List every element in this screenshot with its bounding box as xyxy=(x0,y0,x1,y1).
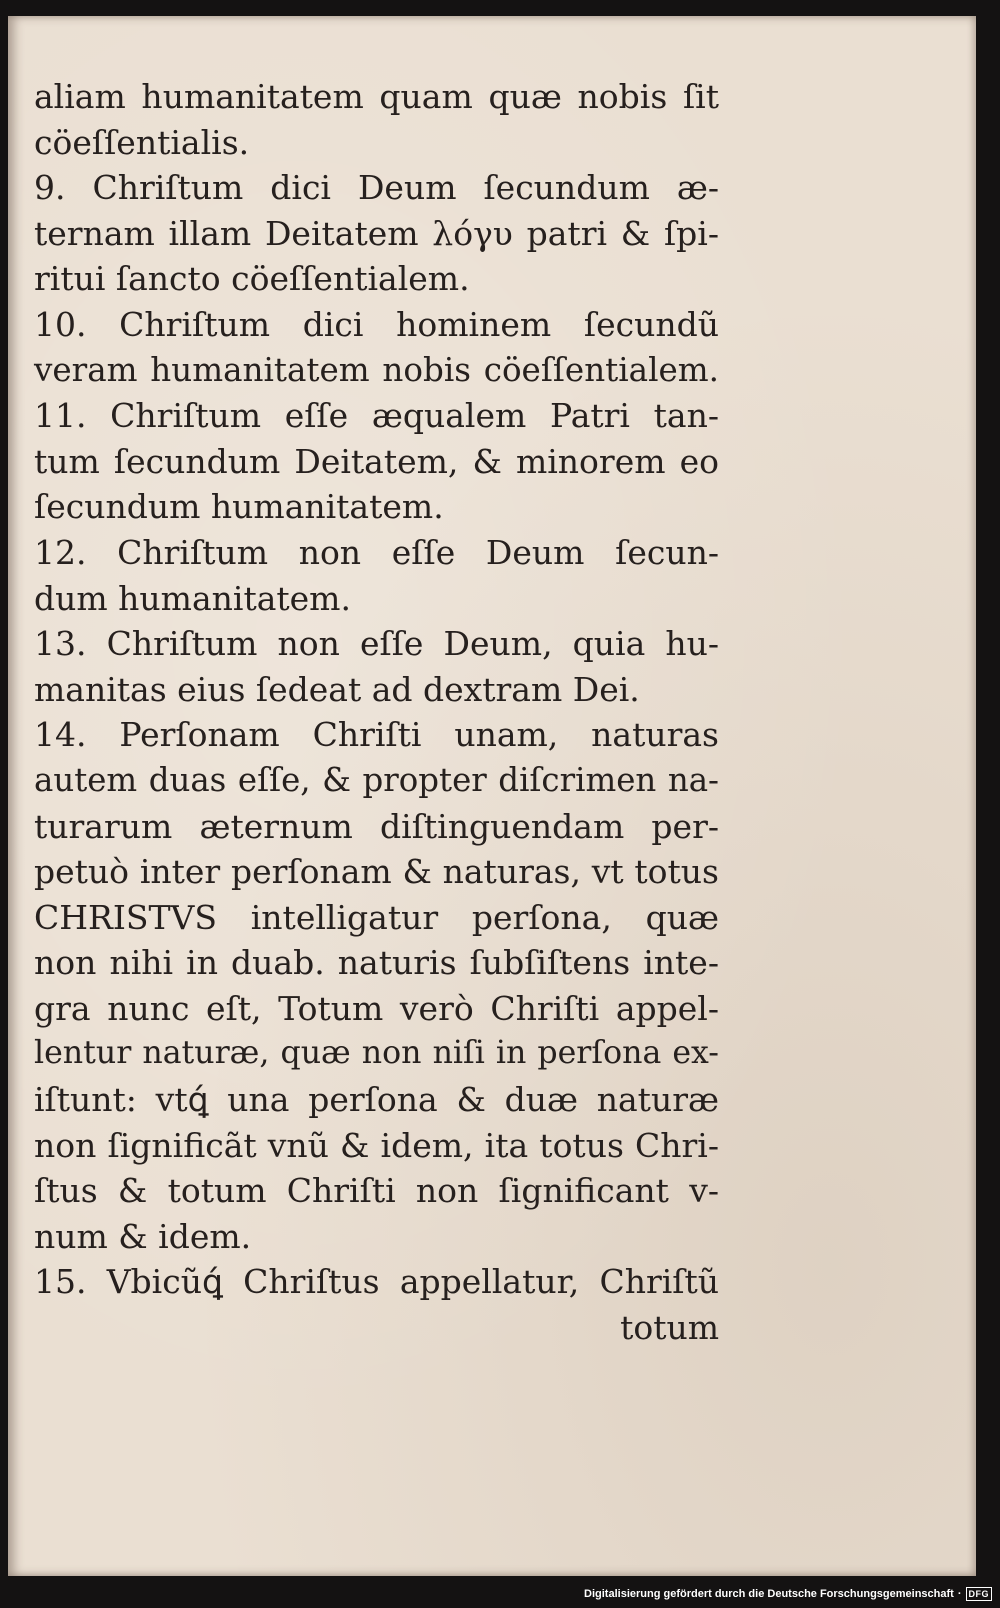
text-line: veram humanitatem nobis cöeſſentialem. xyxy=(34,350,719,389)
text-line: non nihi in duab. naturis ſubſiſtens inte- xyxy=(34,943,719,983)
text-line: ternam illam Deitatem λόγυ patri & ſpi- xyxy=(34,213,719,253)
dfg-logo: DFG xyxy=(966,1587,993,1601)
text-line: lentur naturæ, quæ non niſi in perſona ex- xyxy=(34,1035,719,1072)
text-line: turarum æternum diſtinguendam per- xyxy=(34,806,719,846)
text-line: autem duas eſſe, & propter diſcrimen na- xyxy=(34,760,719,799)
text-line: 14. Perſonam Chriſti unam, naturas xyxy=(34,715,719,755)
text-line: 11. Chriſtum eſſe æqualem Patri tan- xyxy=(34,396,719,436)
text-line: num & idem. xyxy=(34,1216,252,1256)
digitization-credit xyxy=(584,1584,992,1604)
text-line: 13. Chriſtum non eſſe Deum, quia hu- xyxy=(34,624,719,664)
book-page xyxy=(8,16,976,1576)
text-line: 10. Chriſtum dici hominem ſecundũ xyxy=(34,304,719,344)
text-line: 15. Vbicũꝗ́ Chriſtus appellatur, Chriſtũ xyxy=(34,1262,719,1302)
text-line: aliam humanitatem quam quæ nobis ſit xyxy=(34,77,719,116)
text-line: ritui ſancto cöeſſentialem. xyxy=(34,259,470,299)
text-line: cöeſſentialis. xyxy=(34,122,250,162)
catchword: totum xyxy=(620,1308,719,1348)
text-line: manitas eius ſedeat ad dextram Dei. xyxy=(34,669,640,709)
text-line: iſtunt: vtꝗ́ una perſona & duæ naturæ xyxy=(34,1080,719,1120)
text-line: petuò inter perſonam & naturas, vt totus xyxy=(34,852,719,892)
text-line: tum ſecundum Deitatem, & minorem eo xyxy=(34,441,719,481)
text-line: CHRISTVS intelligatur perſona, quæ xyxy=(34,897,719,937)
text-line: non ſignificãt vnũ & idem, ita totus Chri- xyxy=(34,1125,719,1165)
text-line: 9. Chriſtum dici Deum ſecundum æ- xyxy=(34,168,719,208)
page-text xyxy=(34,74,719,1351)
text-line: 12. Chriſtum non eſſe Deum ſecun- xyxy=(34,532,719,572)
text-line: ſecundum humanitatem. xyxy=(34,487,444,527)
text-line: ſtus & totum Chriſti non ſignificant v- xyxy=(34,1171,719,1211)
credit-text: Digitalisierung gefördert durch die Deutsche Forschungsgemeinschaft xyxy=(584,1588,954,1600)
separator: · xyxy=(957,1588,962,1600)
text-line: dum humanitatem. xyxy=(34,578,351,618)
text-line: gra nunc eſt, Totum verò Chriſti appel- xyxy=(34,988,719,1028)
